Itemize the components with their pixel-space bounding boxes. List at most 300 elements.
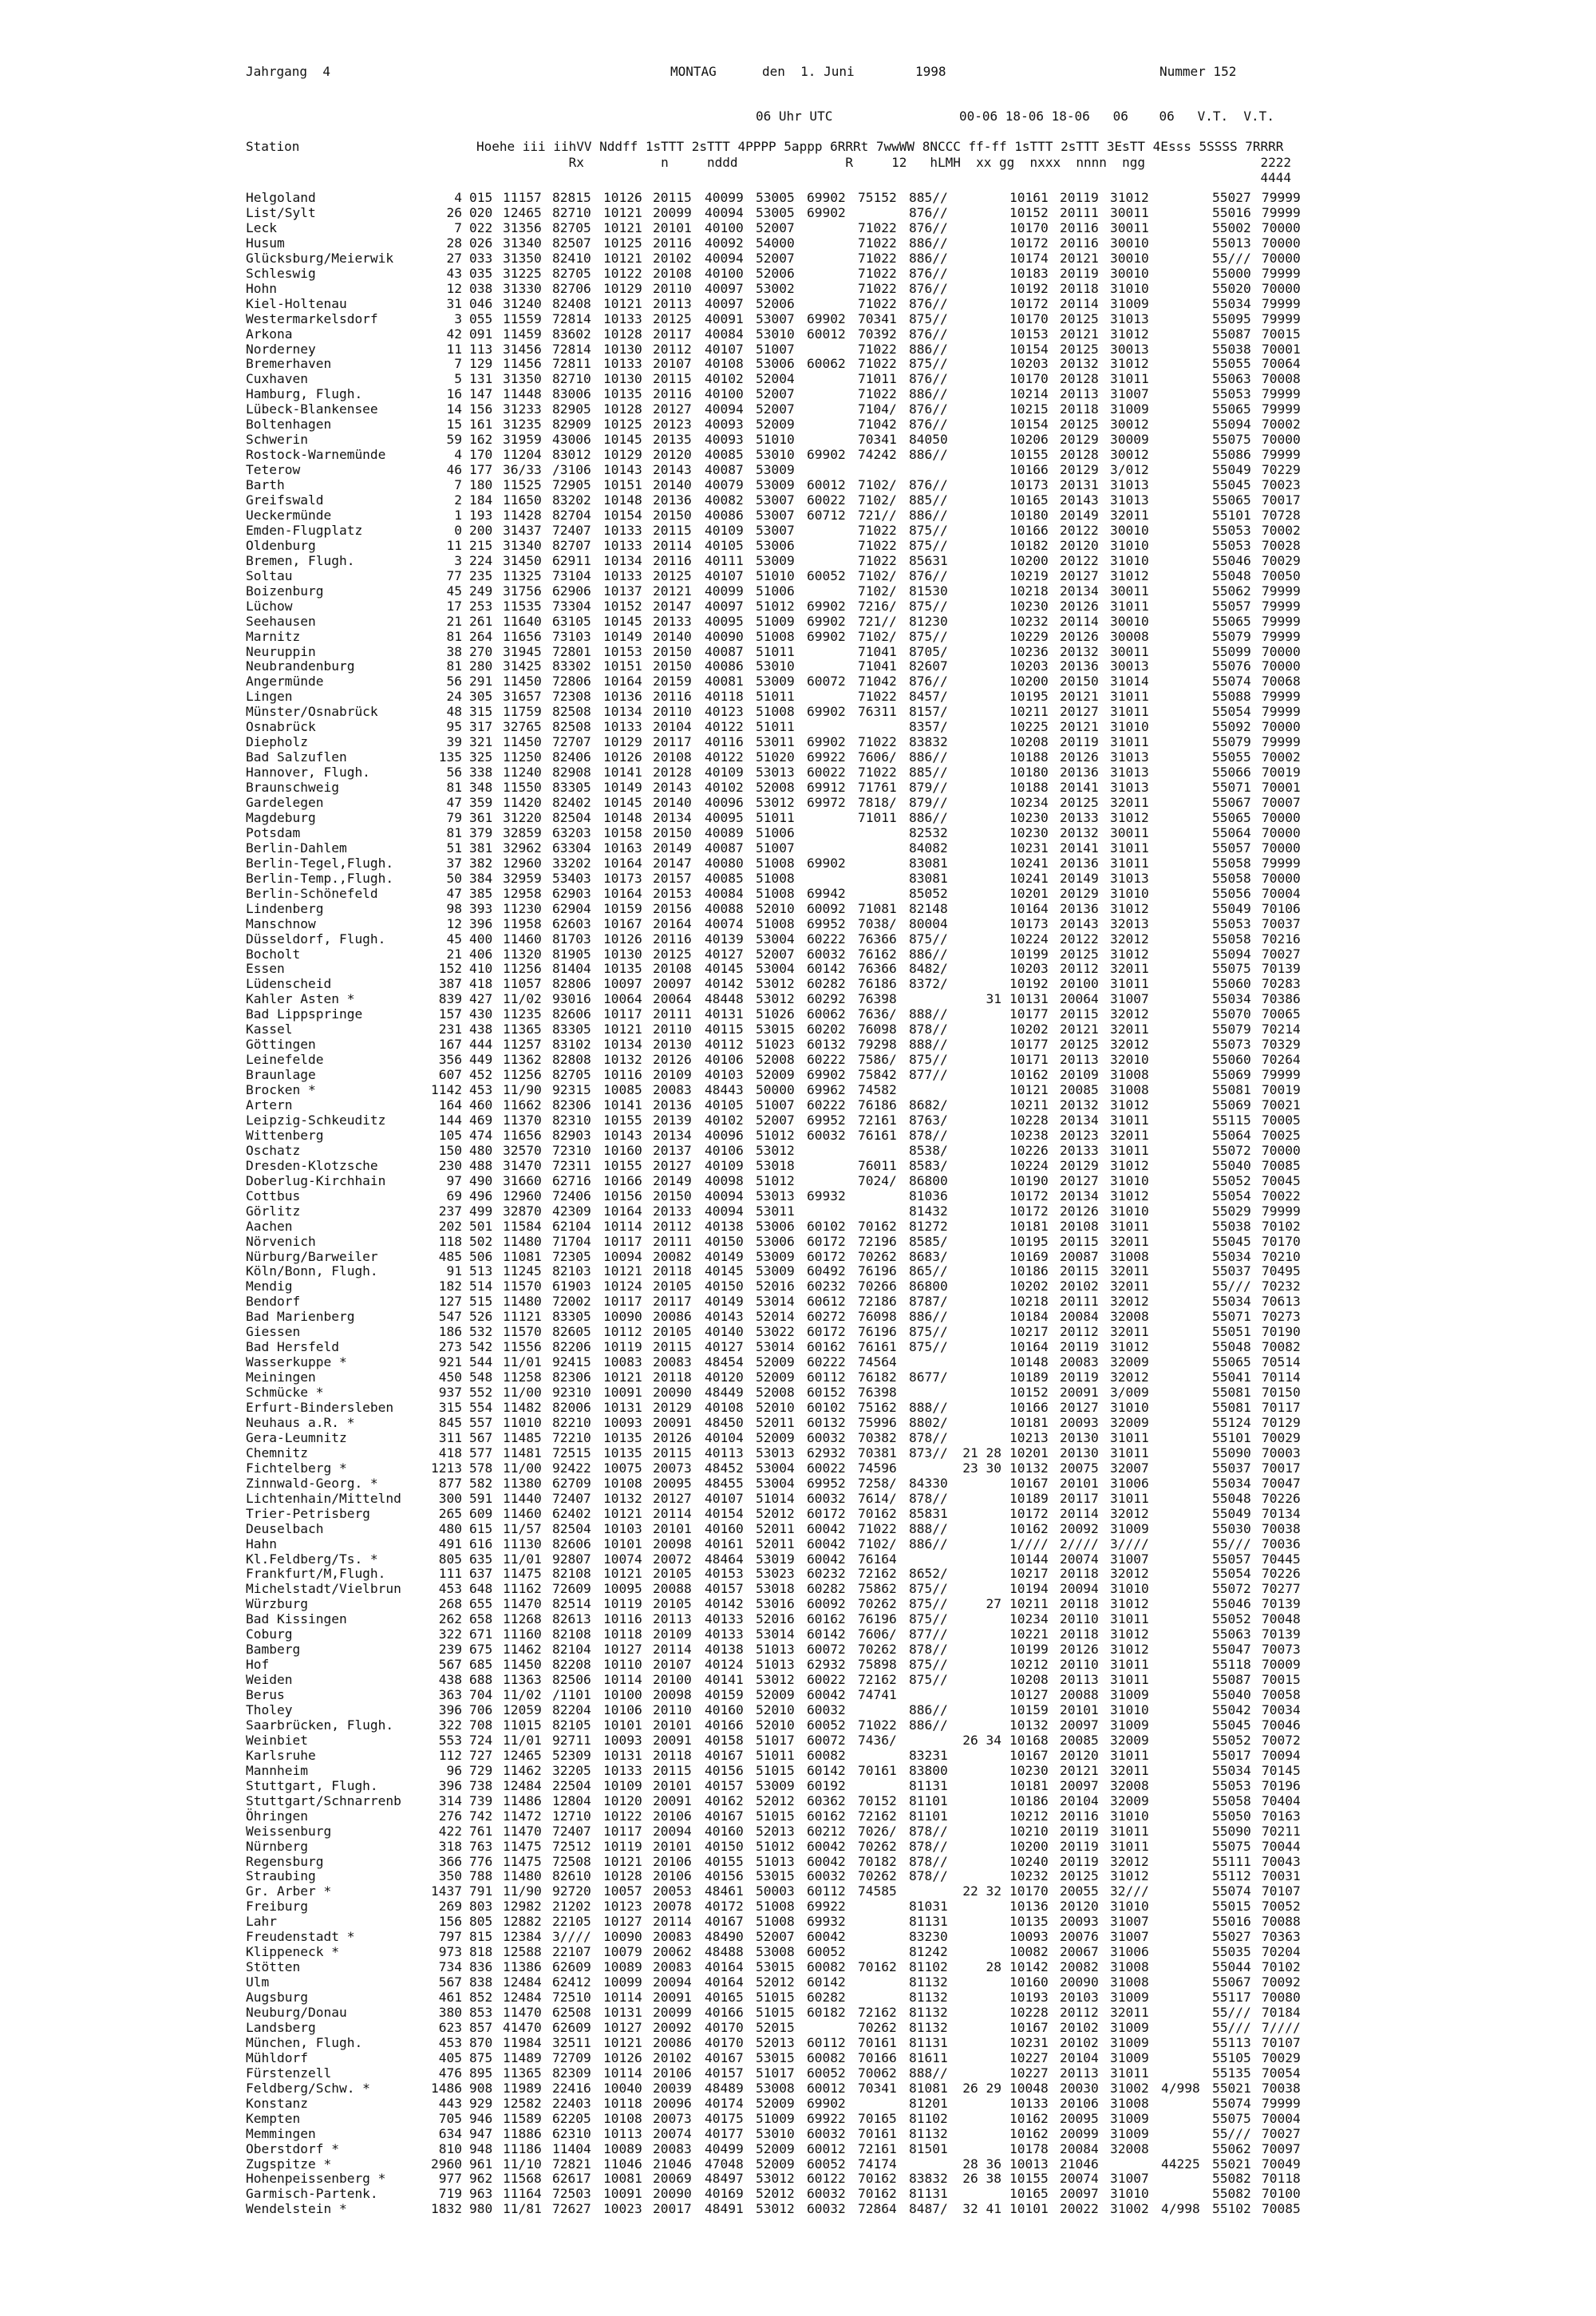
cell-dewpoint: 20105 <box>653 1324 692 1340</box>
cell-height: 7 <box>454 356 462 372</box>
cell-dewpoint: 20149 <box>653 840 692 856</box>
cell-precip: 60062 <box>807 356 846 372</box>
cell-min-temp: 20101 <box>1060 1702 1099 1717</box>
table-row <box>0 2096 1596 2111</box>
cell-station: Michelstadt/Vielbrun <box>246 1581 401 1597</box>
cell-dewpoint: 20069 <box>653 2171 692 2187</box>
cell-clouds: 876// <box>909 204 948 220</box>
cell-nddff: 82613 <box>552 1611 591 1627</box>
cell-precip: 60192 <box>807 1777 846 1793</box>
cell-clouds: 82532 <box>909 824 948 840</box>
cell-max-temp: 10154 <box>1009 417 1049 433</box>
cell-station-index: 452 <box>469 1067 493 1083</box>
table-row <box>0 190 1596 205</box>
cell-sunshine: 55049 <box>1212 1505 1251 1521</box>
table-row <box>0 251 1596 266</box>
cell-station-index: 488 <box>469 1157 493 1173</box>
cell-precip-24h: 70273 <box>1262 1309 1301 1325</box>
cell-precip-24h: 70085 <box>1262 2201 1301 2217</box>
cell-height: 202 <box>438 1218 462 1234</box>
cell-tendency: 52007 <box>756 219 795 235</box>
cell-precip: 60142 <box>807 961 846 977</box>
cell-dewpoint: 20133 <box>653 1203 692 1219</box>
cell-iihvv: 11886 <box>503 2125 542 2141</box>
cell-weather: 75152 <box>858 190 897 205</box>
cell-max-temp: 10169 <box>1009 1248 1049 1264</box>
cell-ground-temp: 31009 <box>1110 295 1149 311</box>
cell-max-temp: 10186 <box>1009 1263 1049 1279</box>
cell-dewpoint: 20127 <box>653 1490 692 1506</box>
cell-pressure: 40127 <box>705 946 744 962</box>
cell-dewpoint: 20125 <box>653 946 692 962</box>
cell-clouds: 86800 <box>909 1172 948 1188</box>
cell-precip: 60102 <box>807 1218 846 1234</box>
cell-ground-temp: 31010 <box>1110 1203 1149 1219</box>
cell-tendency: 51009 <box>756 2110 795 2126</box>
cell-nddff: 82606 <box>552 1006 591 1022</box>
cell-nddff: 72308 <box>552 689 591 705</box>
cell-weather: 7818/ <box>858 795 897 810</box>
cell-nddff: 82108 <box>552 1626 591 1642</box>
cell-iihvv: 11480 <box>503 1294 542 1310</box>
cell-clouds: 81611 <box>909 2049 948 2065</box>
cell-tendency: 53018 <box>756 1157 795 1173</box>
cell-temp: 10149 <box>603 780 642 796</box>
cell-temp: 10117 <box>603 1233 642 1249</box>
cell-precip: 60222 <box>807 1052 846 1068</box>
cell-nddff: 82606 <box>552 1535 591 1551</box>
cell-sunshine: 55057 <box>1212 1551 1251 1567</box>
cell-precip: 60182 <box>807 2005 846 2020</box>
cell-nddff: 12710 <box>552 1808 591 1824</box>
cell-pressure: 40170 <box>705 2019 744 2035</box>
cell-temp: 10148 <box>603 809 642 825</box>
cell-dewpoint: 20102 <box>653 250 692 266</box>
cell-height: 623 <box>438 2019 462 2035</box>
cell-station-index: 253 <box>469 598 493 614</box>
cell-station: Nörvenich <box>246 1233 316 1249</box>
cell-weather: 70161 <box>858 2034 897 2050</box>
cell-precip: 60042 <box>807 1838 846 1854</box>
cell-gust: 31 <box>986 991 1001 1007</box>
cell-precip: 60152 <box>807 1385 846 1401</box>
cell-nddff: 82210 <box>552 1414 591 1430</box>
cell-nddff: 63304 <box>552 840 591 856</box>
cell-pressure: 40138 <box>705 1218 744 1234</box>
cell-iihvv: 11486 <box>503 1792 542 1808</box>
cell-station: Brocken * <box>246 1082 316 1098</box>
cell-clouds: 875// <box>909 522 948 538</box>
cell-tendency: 51010 <box>756 432 795 448</box>
cell-nddff: 62911 <box>552 552 591 568</box>
cell-pressure: 40155 <box>705 1853 744 1869</box>
table-row <box>0 1839 1596 1854</box>
cell-iihvv: 11640 <box>503 613 542 629</box>
cell-ground-temp: 31013 <box>1110 310 1149 326</box>
cell-pressure: 40156 <box>705 1868 744 1884</box>
cell-station: Bremen, Flugh. <box>246 552 355 568</box>
cell-pressure: 40124 <box>705 1657 744 1673</box>
cell-iihvv: 32859 <box>503 824 542 840</box>
cell-temp: 10143 <box>603 462 642 478</box>
cell-clouds: 83081 <box>909 870 948 886</box>
cell-station: Nürburg/Barweiler <box>246 1248 378 1264</box>
cell-nddff: 72515 <box>552 1445 591 1460</box>
cell-iihvv: 31756 <box>503 583 542 599</box>
cell-sunshine: 55016 <box>1212 1914 1251 1930</box>
cell-sunshine: 55053 <box>1212 915 1251 931</box>
cell-station: Boltenhagen <box>246 417 332 433</box>
cell-iihvv: 11570 <box>503 1279 542 1294</box>
table-row <box>0 1006 1596 1022</box>
cell-pressure: 47048 <box>705 2156 744 2172</box>
cell-max-temp: 10180 <box>1009 765 1049 781</box>
cell-height: 95 <box>446 719 462 735</box>
cell-height: 12 <box>446 915 462 931</box>
cell-clouds: 81102 <box>909 1959 948 1975</box>
cell-max-temp: 10181 <box>1009 1777 1049 1793</box>
cell-precip-24h: 70092 <box>1262 1974 1301 1990</box>
cell-height: 387 <box>438 976 462 992</box>
cell-station-index: 379 <box>469 824 493 840</box>
cell-station-index: 410 <box>469 961 493 977</box>
cell-min-temp: 20120 <box>1060 1747 1099 1763</box>
cell-ground-temp: 31007 <box>1110 1929 1149 1945</box>
cell-max-temp: 10148 <box>1009 1354 1049 1370</box>
cell-nddff: 72905 <box>552 477 591 493</box>
cell-precip-24h: 70214 <box>1262 1022 1301 1037</box>
cell-nddff: 62709 <box>552 1475 591 1491</box>
cell-pressure: 40157 <box>705 1777 744 1793</box>
cell-weather: 74242 <box>858 447 897 463</box>
cell-station-index: 026 <box>469 235 493 251</box>
cell-ground-temp: 32009 <box>1110 1792 1149 1808</box>
cell-temp: 10121 <box>603 1566 642 1582</box>
cell-precip: 69902 <box>807 2095 846 2111</box>
table-row <box>0 644 1596 659</box>
cell-min-temp: 20084 <box>1060 2140 1099 2156</box>
cell-min-temp: 20076 <box>1060 1929 1099 1945</box>
cell-station-index: 788 <box>469 1868 493 1884</box>
cell-pressure: 40093 <box>705 417 744 433</box>
cell-precip-24h: 79999 <box>1262 190 1301 205</box>
cell-precip-24h: 70005 <box>1262 1112 1301 1128</box>
cell-pressure: 40118 <box>705 689 744 705</box>
cell-min-temp: 20117 <box>1060 1490 1099 1506</box>
cell-height: 300 <box>438 1490 462 1506</box>
cell-station-index: 430 <box>469 1006 493 1022</box>
table-row <box>0 1854 1596 1869</box>
cell-clouds: 885// <box>909 190 948 205</box>
table-row <box>0 1929 1596 1944</box>
cell-ground-temp: 32011 <box>1110 2005 1149 2020</box>
cell-precip: 69902 <box>807 204 846 220</box>
cell-pressure: 40160 <box>705 1520 744 1536</box>
table-row <box>0 916 1596 931</box>
cell-station-index: 469 <box>469 1112 493 1128</box>
cell-ground-temp: 31002 <box>1110 2080 1149 2096</box>
cell-precip-24h: 70204 <box>1262 1944 1301 1960</box>
cell-dewpoint: 21046 <box>653 2156 692 2172</box>
table-row <box>0 1476 1596 1491</box>
cell-nddff: 62609 <box>552 2019 591 2035</box>
table-row <box>0 704 1596 719</box>
cell-iihvv: 11/10 <box>503 2156 542 2172</box>
cell-tendency: 53015 <box>756 1022 795 1037</box>
cell-nddff: 82806 <box>552 976 591 992</box>
cell-height: 845 <box>438 1414 462 1430</box>
cell-min-temp: 20125 <box>1060 795 1099 810</box>
cell-ground-temp: 31011 <box>1110 1445 1149 1460</box>
cell-station-index: 615 <box>469 1520 493 1536</box>
cell-station: Frankfurt/M,Flugh. <box>246 1566 386 1582</box>
cell-station: Rostock-Warnemünde <box>246 447 386 463</box>
cell-dewpoint: 20126 <box>653 1429 692 1445</box>
cell-station-index: 803 <box>469 1899 493 1915</box>
cell-sunshine: 55135 <box>1212 2065 1251 2081</box>
cell-ground-temp: 31008 <box>1110 1248 1149 1264</box>
cell-nddff: 82410 <box>552 250 591 266</box>
cell-iihvv: 31959 <box>503 432 542 448</box>
cell-ground-temp: 32009 <box>1110 1414 1149 1430</box>
cell-height: 418 <box>438 1445 462 1460</box>
cell-station-index: 815 <box>469 1929 493 1945</box>
cell-weather: 74582 <box>858 1082 897 1098</box>
cell-ground-temp: 3/009 <box>1110 1385 1149 1401</box>
cell-precip-24h: 70129 <box>1262 1414 1301 1430</box>
cell-max-temp: 10172 <box>1009 295 1049 311</box>
cell-iihvv: 11157 <box>503 190 542 205</box>
cell-dewpoint: 20091 <box>653 1732 692 1748</box>
cell-precip: 60032 <box>807 1429 846 1445</box>
cell-sunshine: 55064 <box>1212 824 1251 840</box>
cell-temp: 10101 <box>603 1535 642 1551</box>
cell-station-index: 193 <box>469 507 493 523</box>
cell-precip: 60112 <box>807 1883 846 1899</box>
cell-precip-24h: 70145 <box>1262 1762 1301 1778</box>
cell-temp: 10159 <box>603 900 642 916</box>
cell-max-temp: 10219 <box>1009 567 1049 583</box>
cell-weather: 74174 <box>858 2156 897 2172</box>
cell-weather: 75898 <box>858 1657 897 1673</box>
cell-tendency: 53010 <box>756 447 795 463</box>
cell-sunshine: 55029 <box>1212 1203 1251 1219</box>
cell-iihvv: 11380 <box>503 1475 542 1491</box>
cell-precip-24h: 70004 <box>1262 2110 1301 2126</box>
cell-nddff: 83012 <box>552 447 591 463</box>
cell-precip: 69912 <box>807 780 846 796</box>
cell-temp: 10125 <box>603 417 642 433</box>
cell-precip: 60292 <box>807 991 846 1007</box>
cell-pressure: 40145 <box>705 961 744 977</box>
cell-precip-24h: 70072 <box>1262 1732 1301 1748</box>
table-row <box>0 1369 1596 1385</box>
cell-station-index: 156 <box>469 401 493 417</box>
cell-tendency: 53023 <box>756 1566 795 1582</box>
cell-sunshine: 55052 <box>1212 1732 1251 1748</box>
cell-station-index: 818 <box>469 1944 493 1960</box>
cell-pressure: 40109 <box>705 765 744 781</box>
cell-tendency: 53015 <box>756 2049 795 2065</box>
cell-iihvv: 12882 <box>503 1914 542 1930</box>
cell-precip: 60362 <box>807 1792 846 1808</box>
cell-ground-temp: 3//// <box>1110 1535 1149 1551</box>
cell-ground-temp: 32007 <box>1110 1460 1149 1476</box>
cell-station: Cuxhaven <box>246 371 308 387</box>
cell-temp: 10133 <box>603 567 642 583</box>
cell-tendency: 52009 <box>756 2156 795 2172</box>
cell-dewpoint: 20117 <box>653 1294 692 1310</box>
cell-sunshine: 55090 <box>1212 1445 1251 1460</box>
cell-ground-temp: 32012 <box>1110 1006 1149 1022</box>
table-row <box>0 1143 1596 1158</box>
cell-max-temp: 10121 <box>1009 1082 1049 1098</box>
cell-temp: 10131 <box>603 2005 642 2020</box>
cell-min-temp: 20134 <box>1060 1188 1099 1203</box>
cell-sunshine: 55053 <box>1212 537 1251 553</box>
cell-max-temp: 10211 <box>1009 1596 1049 1612</box>
cell-min-temp: 20084 <box>1060 1309 1099 1325</box>
cell-ground-temp: 32011 <box>1110 1127 1149 1143</box>
cell-height: 719 <box>438 2186 462 2202</box>
cell-precip-24h: 70107 <box>1262 1883 1301 1899</box>
cell-weather: 71022 <box>858 341 897 357</box>
cell-max-temp: 10225 <box>1009 719 1049 735</box>
cell-sunshine: 55002 <box>1212 219 1251 235</box>
cell-nddff: 92422 <box>552 1460 591 1476</box>
cell-sunshine: 55037 <box>1212 1460 1251 1476</box>
cell-temp: 10040 <box>603 2080 642 2096</box>
cell-temp: 10127 <box>603 1642 642 1658</box>
cell-ground-temp: 30012 <box>1110 447 1149 463</box>
cell-precip-24h: 70094 <box>1262 1747 1301 1763</box>
cell-precip: 60142 <box>807 1974 846 1990</box>
cell-station: Fürstenzell <box>246 2065 332 2081</box>
cell-max-temp: 10215 <box>1009 401 1049 417</box>
cell-precip-24h: 79999 <box>1262 401 1301 417</box>
cell-precip: 69952 <box>807 1112 846 1128</box>
cell-height: 797 <box>438 1929 462 1945</box>
cell-clouds: 8487/ <box>909 2201 948 2217</box>
cell-precip: 60282 <box>807 976 846 992</box>
table-row <box>0 1430 1596 1445</box>
cell-height: 315 <box>438 1400 462 1415</box>
cell-station-index: 180 <box>469 477 493 493</box>
column-header-line-1: Station Hoehe iii iihVV Nddff 1sTTT 2sTTT 4PPPP 5appp 6RRRt 7wwWW 8NCCC ff-ff 1sTTT 2sTTT 3EsTT 4Esss 5SSSS 7RRRR <box>246 139 1284 154</box>
cell-dewpoint: 20143 <box>653 462 692 478</box>
cell-tendency: 51011 <box>756 809 795 825</box>
cell-precip: 69972 <box>807 795 846 810</box>
cell-station-index: 853 <box>469 2005 493 2020</box>
cell-clouds: 886// <box>909 235 948 251</box>
cell-dewpoint: 20105 <box>653 1279 692 1294</box>
cell-pressure: 40122 <box>705 719 744 735</box>
cell-min-temp: 20133 <box>1060 809 1099 825</box>
cell-station: Leck <box>246 219 277 235</box>
cell-tendency: 52009 <box>756 1354 795 1370</box>
cell-height: 21 <box>446 946 462 962</box>
cell-temp: 10173 <box>603 870 642 886</box>
cell-max-temp: 10136 <box>1009 1899 1049 1915</box>
cell-temp: 10095 <box>603 1581 642 1597</box>
cell-pressure: 40100 <box>705 219 744 235</box>
cell-temp: 10130 <box>603 371 642 387</box>
cell-nddff: 82309 <box>552 2065 591 2081</box>
cell-station-index: 875 <box>469 2049 493 2065</box>
cell-temp: 10156 <box>603 1188 642 1203</box>
cell-height: 164 <box>438 1097 462 1113</box>
cell-dewpoint: 20108 <box>653 749 692 765</box>
cell-weather: 72162 <box>858 1566 897 1582</box>
cell-ground-temp: 31008 <box>1110 2095 1149 2111</box>
cell-temp: 10117 <box>603 1294 642 1310</box>
cell-clouds: 875// <box>909 628 948 644</box>
cell-tendency: 51013 <box>756 1657 795 1673</box>
table-row <box>0 1778 1596 1793</box>
cell-tendency: 53022 <box>756 1324 795 1340</box>
cell-weather: 71022 <box>858 219 897 235</box>
cell-station-index: 359 <box>469 795 493 810</box>
cell-snow: 4/998 <box>1161 2201 1200 2217</box>
cell-precip: 60062 <box>807 1006 846 1022</box>
cell-station-index: 038 <box>469 280 493 296</box>
cell-station-index: 020 <box>469 204 493 220</box>
cell-iihvv: 11472 <box>503 1808 542 1824</box>
table-row <box>0 1309 1596 1324</box>
cell-station-index: 506 <box>469 1248 493 1264</box>
cell-nddff: 62609 <box>552 1959 591 1975</box>
table-row <box>0 1037 1596 1052</box>
cell-max-temp: 10164 <box>1009 1339 1049 1355</box>
cell-height: 69 <box>446 1188 462 1203</box>
cell-tendency: 51008 <box>756 704 795 720</box>
cell-min-temp: 20129 <box>1060 1157 1099 1173</box>
cell-ground-temp: 31011 <box>1110 2065 1149 2081</box>
cell-iihvv: 11462 <box>503 1762 542 1778</box>
cell-height: 21 <box>446 613 462 629</box>
cell-dewpoint: 20115 <box>653 1339 692 1355</box>
cell-ground-temp: 31011 <box>1110 1429 1149 1445</box>
cell-clouds: 8482/ <box>909 961 948 977</box>
cell-nddff: 82705 <box>552 1067 591 1083</box>
cell-tendency: 51014 <box>756 1490 795 1506</box>
cell-weather: 71022 <box>858 250 897 266</box>
cell-sunshine: 55034 <box>1212 1294 1251 1310</box>
cell-min-temp: 20134 <box>1060 583 1099 599</box>
cell-pressure: 40085 <box>705 870 744 886</box>
cell-weather: 70262 <box>858 1596 897 1612</box>
cell-precip: 60102 <box>807 1400 846 1415</box>
cell-station-index: 729 <box>469 1762 493 1778</box>
cell-min-temp: 20094 <box>1060 1581 1099 1597</box>
volume-label: Jahrgang 4 <box>246 64 330 79</box>
cell-clouds: 82148 <box>909 900 948 916</box>
cell-station: Bad Kissingen <box>246 1611 347 1627</box>
cell-precip-24h: 70045 <box>1262 1172 1301 1188</box>
table-row <box>0 1249 1596 1264</box>
table-row <box>0 492 1596 508</box>
cell-tendency: 52009 <box>756 2095 795 2111</box>
cell-sunshine: 55048 <box>1212 1490 1251 1506</box>
cell-iihvv: 36/33 <box>503 462 542 478</box>
cell-tendency: 53008 <box>756 1944 795 1960</box>
cell-precip: 69902 <box>807 190 846 205</box>
cell-min-temp: 20119 <box>1060 1838 1099 1854</box>
cell-iihvv: 11230 <box>503 900 542 916</box>
cell-precip: 60012 <box>807 326 846 342</box>
cell-precip-24h: 70728 <box>1262 507 1301 523</box>
cell-sunshine: 55049 <box>1212 900 1251 916</box>
